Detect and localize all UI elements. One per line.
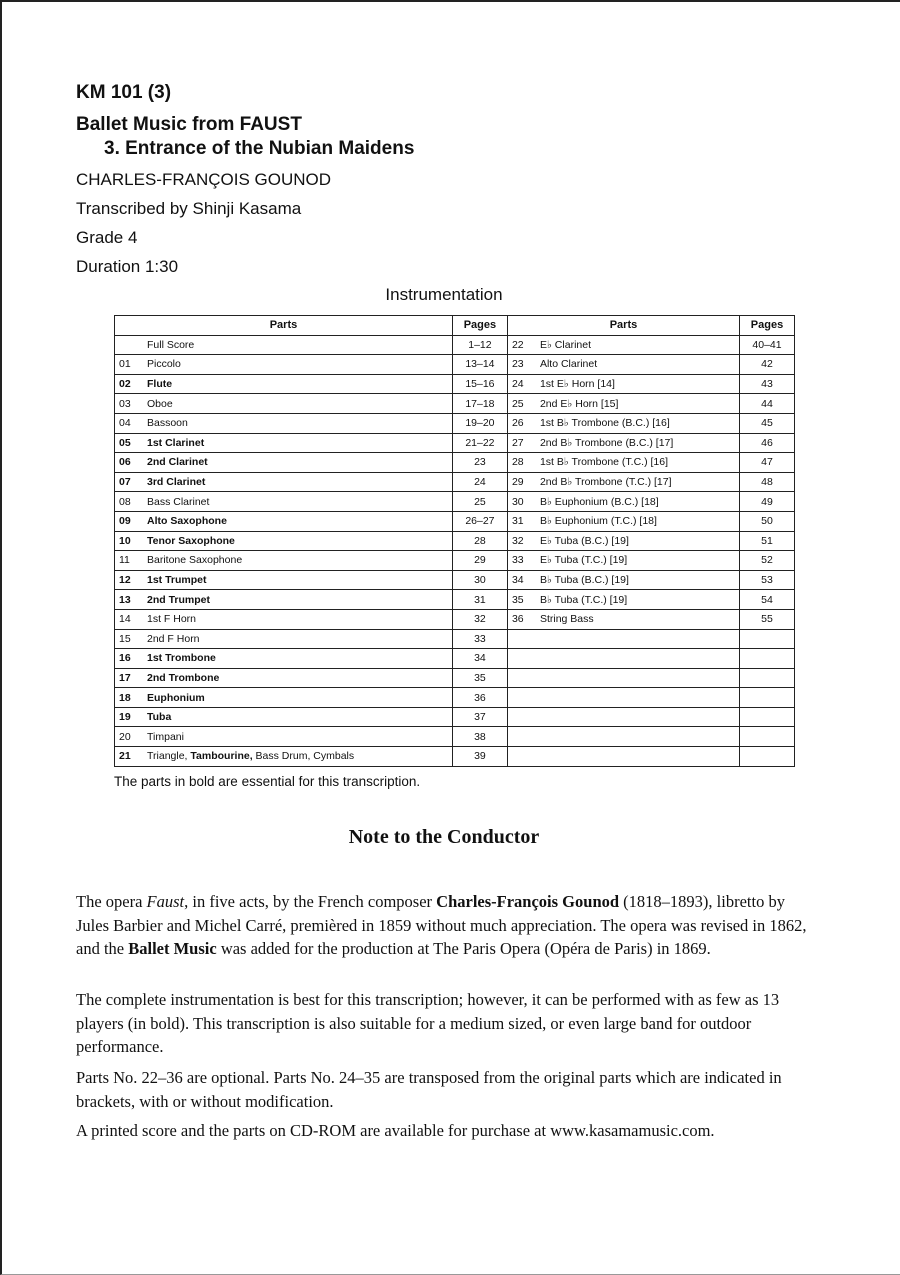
col-parts-left: Parts <box>115 316 453 336</box>
part-pages: 28 <box>452 531 507 551</box>
part-pages: 38 <box>452 727 507 747</box>
part-number: 32 <box>507 531 536 551</box>
part-name: 1st B♭ Trombone (B.C.) [16] <box>536 413 740 433</box>
table-row <box>115 570 795 590</box>
part-pages: 37 <box>452 707 507 727</box>
col-parts-right: Parts <box>507 316 739 336</box>
part-pages: 30 <box>452 570 507 590</box>
part-name: Oboe <box>143 394 452 414</box>
part-name: 1st E♭ Horn [14] <box>536 374 740 394</box>
part-pages: 55 <box>740 609 795 629</box>
table-row <box>115 413 795 433</box>
part-name: Baritone Saxophone <box>143 551 452 571</box>
part-number: 03 <box>115 394 144 414</box>
part-name: B♭ Tuba (B.C.) [19] <box>536 570 740 590</box>
empty-cell <box>740 707 795 727</box>
part-pages: 1–12 <box>452 335 507 355</box>
part-pages: 44 <box>740 394 795 414</box>
table-row <box>115 747 795 767</box>
part-name: 2nd B♭ Trombone (T.C.) [17] <box>536 472 740 492</box>
part-pages: 53 <box>740 570 795 590</box>
table-row <box>115 394 795 414</box>
col-pages-left: Pages <box>452 316 507 336</box>
part-name: Full Score <box>143 335 452 355</box>
part-number: 11 <box>115 551 144 571</box>
composer-name: Charles-François Gounod <box>436 892 620 911</box>
part-pages: 40–41 <box>740 335 795 355</box>
part-pages: 35 <box>452 668 507 688</box>
part-number: 35 <box>507 590 536 610</box>
part-name: Tenor Saxophone <box>143 531 452 551</box>
empty-cell <box>740 649 795 669</box>
table-header-row <box>115 316 795 336</box>
empty-cell <box>507 688 739 708</box>
part-pages: 50 <box>740 511 795 531</box>
grade: Grade 4 <box>76 228 138 247</box>
part-name: Bass Clarinet <box>143 492 452 512</box>
part-number: 33 <box>507 551 536 571</box>
part-pages: 54 <box>740 590 795 610</box>
empty-cell <box>507 727 739 747</box>
part-number: 21 <box>115 747 144 767</box>
part-pages: 34 <box>452 649 507 669</box>
table-row <box>115 707 795 727</box>
empty-cell <box>740 727 795 747</box>
part-name: Timpani <box>143 727 452 747</box>
part-number: 09 <box>115 511 144 531</box>
part-name: 2nd F Horn <box>143 629 452 649</box>
part-pages: 17–18 <box>452 394 507 414</box>
table-row <box>115 727 795 747</box>
empty-cell <box>507 649 739 669</box>
empty-cell <box>507 668 739 688</box>
table-row <box>115 374 795 394</box>
part-pages: 25 <box>452 492 507 512</box>
part-pages: 33 <box>452 629 507 649</box>
part-number: 05 <box>115 433 144 453</box>
p1-text-a: The opera <box>76 892 147 911</box>
part-pages: 29 <box>452 551 507 571</box>
part-number: 25 <box>507 394 536 414</box>
empty-cell <box>740 747 795 767</box>
part-name: 3rd Clarinet <box>143 472 452 492</box>
part-name: Tuba <box>143 707 452 727</box>
part-number: 15 <box>115 629 144 649</box>
paragraph-optional-parts: Parts No. 22–36 are optional. Parts No. 24–35 are transposed from the original parts which are indicated in brackets, with or without modification. <box>76 1068 782 1111</box>
part-pages: 24 <box>452 472 507 492</box>
table-row <box>115 453 795 473</box>
empty-cell <box>740 629 795 649</box>
part-name: Alto Clarinet <box>536 355 740 375</box>
part-pages: 13–14 <box>452 355 507 375</box>
part-number <box>115 335 144 355</box>
table-row <box>115 649 795 669</box>
opera-title: Faust <box>146 892 185 911</box>
part-name: 1st B♭ Trombone (T.C.) [16] <box>536 453 740 473</box>
part-pages: 52 <box>740 551 795 571</box>
transcriber: Transcribed by Shinji Kasama <box>76 199 302 218</box>
table-row <box>115 472 795 492</box>
part-number: 19 <box>115 707 144 727</box>
table-row <box>115 629 795 649</box>
part-name: B♭ Tuba (T.C.) [19] <box>536 590 740 610</box>
p1-text-g: was added for the production at The Paris Opera (Opéra de Paris) in 1869. <box>216 939 711 958</box>
part-pages: 32 <box>452 609 507 629</box>
part-number: 23 <box>507 355 536 375</box>
part-number: 17 <box>115 668 144 688</box>
empty-cell <box>740 668 795 688</box>
part-number: 04 <box>115 413 144 433</box>
part-number: 06 <box>115 453 144 473</box>
instrumentation-heading: Instrumentation <box>385 285 503 304</box>
part-pages: 45 <box>740 413 795 433</box>
part-pages: 43 <box>740 374 795 394</box>
part-pages: 26–27 <box>452 511 507 531</box>
part-number: 34 <box>507 570 536 590</box>
part-name: 2nd Clarinet <box>143 453 452 473</box>
table-row <box>115 335 795 355</box>
part-name: 2nd Trumpet <box>143 590 452 610</box>
part-pages: 39 <box>452 747 507 767</box>
table-row <box>115 511 795 531</box>
catalog-code: KM 101 (3) <box>76 82 172 103</box>
part-name-segment: Triangle, <box>147 750 191 763</box>
part-number: 13 <box>115 590 144 610</box>
part-name: 1st Trombone <box>143 649 452 669</box>
table-row <box>115 433 795 453</box>
table-row <box>115 531 795 551</box>
p1-text-c: , in five acts, by the French composer <box>184 892 437 911</box>
part-number: 20 <box>115 727 144 747</box>
part-number: 31 <box>507 511 536 531</box>
part-name: 2nd B♭ Trombone (B.C.) [17] <box>536 433 740 453</box>
part-name: Alto Saxophone <box>143 511 452 531</box>
table-row <box>115 609 795 629</box>
part-number: 26 <box>507 413 536 433</box>
table-row <box>115 590 795 610</box>
part-name: 1st F Horn <box>143 609 452 629</box>
paragraph-history <box>76 890 816 961</box>
part-number: 10 <box>115 531 144 551</box>
empty-cell <box>507 707 739 727</box>
part-pages: 21–22 <box>452 433 507 453</box>
part-name: Euphonium <box>143 688 452 708</box>
part-number: 12 <box>115 570 144 590</box>
part-name <box>143 747 452 767</box>
part-pages: 51 <box>740 531 795 551</box>
table-row <box>115 688 795 708</box>
part-number: 16 <box>115 649 144 669</box>
part-pages: 15–16 <box>452 374 507 394</box>
table-row <box>115 355 795 375</box>
part-name: B♭ Euphonium (T.C.) [18] <box>536 511 740 531</box>
part-number: 36 <box>507 609 536 629</box>
table-row <box>115 492 795 512</box>
movement-title: 3. Entrance of the Nubian Maidens <box>104 138 415 159</box>
part-name: 1st Trumpet <box>143 570 452 590</box>
part-number: 18 <box>115 688 144 708</box>
part-pages: 42 <box>740 355 795 375</box>
part-name: E♭ Clarinet <box>536 335 740 355</box>
empty-cell <box>740 688 795 708</box>
instrumentation-table <box>114 315 795 767</box>
part-name: E♭ Tuba (B.C.) [19] <box>536 531 740 551</box>
part-name: String Bass <box>536 609 740 629</box>
ballet-music: Ballet Music <box>128 939 217 958</box>
part-name: Piccolo <box>143 355 452 375</box>
part-name-segment-bold: Tambourine, <box>190 750 253 763</box>
part-number: 27 <box>507 433 536 453</box>
empty-cell <box>507 629 739 649</box>
part-name: Flute <box>143 374 452 394</box>
empty-cell <box>507 747 739 767</box>
part-pages: 48 <box>740 472 795 492</box>
paragraph-instrumentation: The complete instrumentation is best for this transcription; however, it can be performed with as few as 13 players (in bold). This transcription is also suitable for a medium sized, or even large band for outdoor performance. <box>76 990 780 1056</box>
bold-parts-footnote: The parts in bold are essential for this transcription. <box>114 774 421 789</box>
part-pages: 19–20 <box>452 413 507 433</box>
part-pages: 49 <box>740 492 795 512</box>
part-number: 07 <box>115 472 144 492</box>
piece-title: Ballet Music from FAUST <box>76 114 302 135</box>
part-number: 14 <box>115 609 144 629</box>
part-pages: 23 <box>452 453 507 473</box>
table-row <box>115 551 795 571</box>
col-pages-right: Pages <box>740 316 795 336</box>
part-name: Bassoon <box>143 413 452 433</box>
duration: Duration 1:30 <box>76 257 179 276</box>
part-number: 22 <box>507 335 536 355</box>
composer: CHARLES-FRANÇOIS GOUNOD <box>76 170 332 189</box>
paragraph-purchase: A printed score and the parts on CD-ROM are available for purchase at www.kasamamusic.com. <box>76 1121 715 1140</box>
part-number: 02 <box>115 374 144 394</box>
part-name: 1st Clarinet <box>143 433 452 453</box>
part-number: 30 <box>507 492 536 512</box>
part-pages: 36 <box>452 688 507 708</box>
part-name: 2nd E♭ Horn [15] <box>536 394 740 414</box>
part-number: 08 <box>115 492 144 512</box>
part-number: 29 <box>507 472 536 492</box>
part-name: E♭ Tuba (T.C.) [19] <box>536 551 740 571</box>
part-number: 01 <box>115 355 144 375</box>
part-number: 28 <box>507 453 536 473</box>
part-pages: 47 <box>740 453 795 473</box>
part-pages: 46 <box>740 433 795 453</box>
table-row <box>115 668 795 688</box>
p1-text-e: (1818–1893), libretto by Jules Barbier and Michel Carré, premièred in 1859 without much appreciation. The opera was revised in 1862, and the <box>76 892 807 958</box>
part-name: B♭ Euphonium (B.C.) [18] <box>536 492 740 512</box>
part-name-segment: Bass Drum, Cymbals <box>252 750 355 763</box>
part-number: 24 <box>507 374 536 394</box>
part-name: 2nd Trombone <box>143 668 452 688</box>
part-pages: 31 <box>452 590 507 610</box>
note-heading: Note to the Conductor <box>348 826 540 848</box>
